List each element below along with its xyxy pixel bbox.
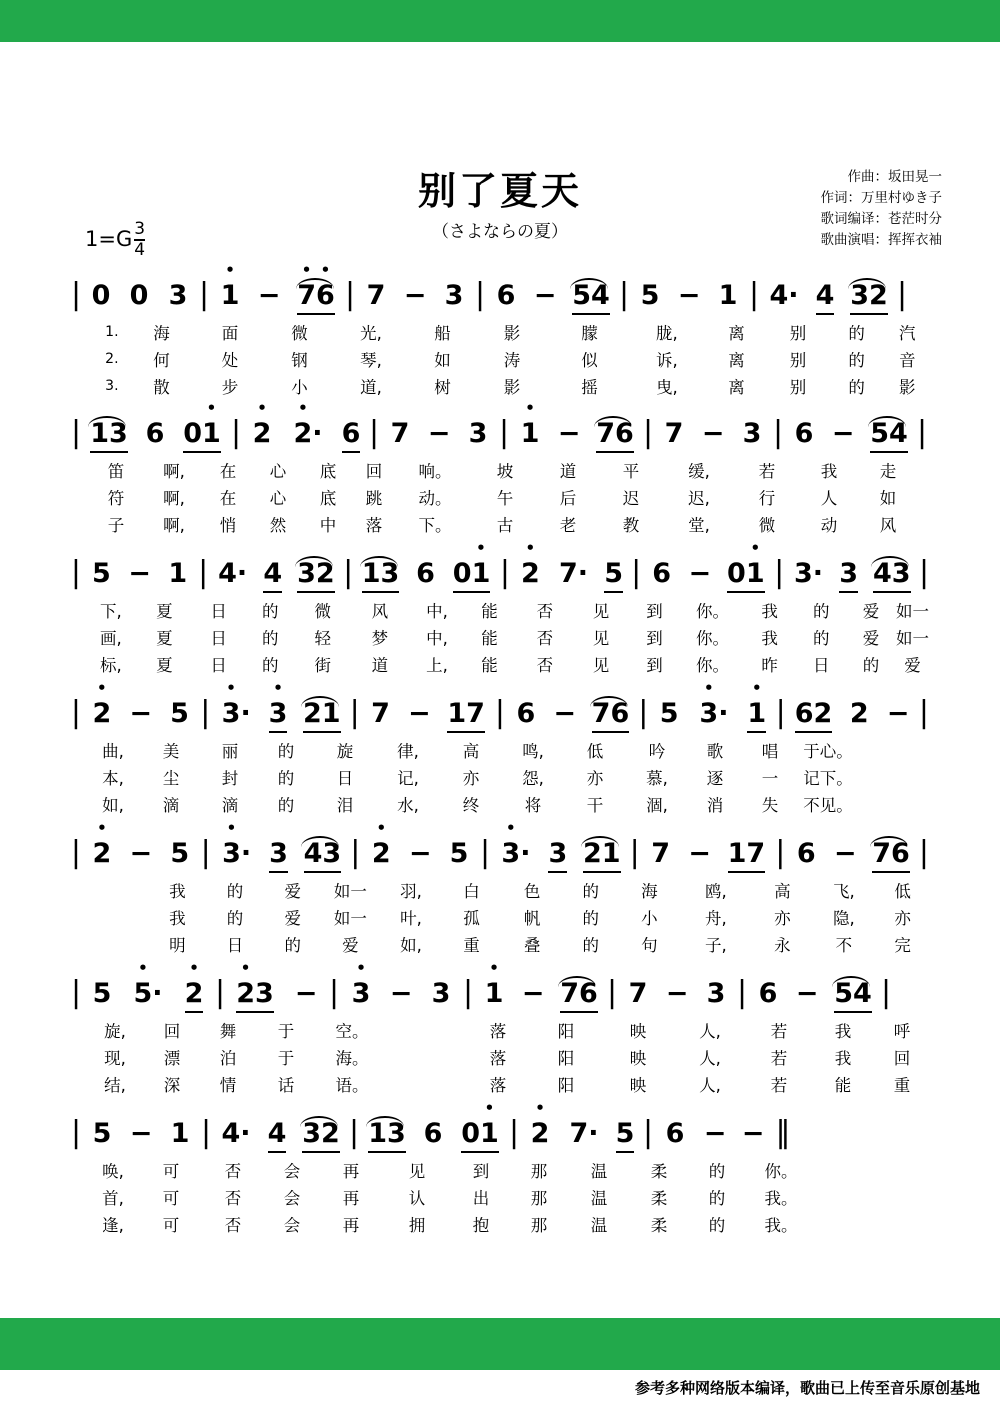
barline: | (642, 1114, 654, 1150)
barline: | (499, 554, 510, 590)
note: • 3· (491, 838, 541, 869)
note: 5 (597, 558, 630, 589)
note: 7· (558, 557, 588, 589)
note: • 2 (511, 558, 550, 589)
note: − (129, 837, 153, 869)
barline: | (200, 694, 211, 730)
lyric-row: 3. 散 步 小 道, 树 影 摇 曳, 离 别 的 影 (105, 377, 916, 397)
note: 1 (168, 557, 188, 589)
barline: | (350, 834, 361, 870)
note-row (70, 690, 930, 736)
note-row (70, 550, 930, 596)
note-group: 13 (360, 1118, 414, 1149)
barline: | (918, 834, 930, 870)
note: − (408, 697, 431, 729)
lyric-row: 旋, 回 舞 于 空。 落 阳 映 人, 若 我 呼 (104, 1021, 911, 1041)
credit-singer: 歌曲演唱：挥挥衣袖 (820, 232, 942, 248)
note: 3 (832, 558, 865, 589)
lyric-row: 首, 可 否 会 再 认 出 那 温 柔 的 我。 (102, 1188, 798, 1208)
barline: | (748, 276, 760, 312)
note: − (665, 977, 689, 1009)
note-group: 13 (354, 558, 407, 589)
note: 6 (145, 417, 165, 449)
barline: | (631, 554, 642, 590)
barline: | (70, 974, 82, 1010)
time-signature-denominator: 4 (134, 240, 146, 260)
barline: | (462, 974, 474, 1010)
key-signature: 1=G (85, 227, 133, 251)
note-group: 54 (862, 418, 916, 449)
barline: | (629, 834, 640, 870)
note: 5 (92, 1117, 112, 1149)
note-row (70, 1110, 930, 1156)
lyric-row: 我 的 爱 如一 叶, 孤 帆 的 小 舟, 亦 隐, 亦 (169, 908, 911, 928)
note: 7 (664, 417, 684, 449)
note-row (70, 410, 930, 456)
note: 3 (706, 977, 726, 1009)
lyric-row: 画, 夏 日 的 轻 梦 中, 能 否 见 到 你。 我 的 爱 如一 (100, 628, 929, 648)
music-system-7 (70, 1110, 930, 1237)
note: 5 (608, 1118, 642, 1149)
barline: | (70, 554, 81, 590)
note: − (128, 557, 151, 589)
note: − (886, 697, 910, 729)
lyric-row: 2. 何 处 钢 琴, 如 涛 似 诉, 离 别 的 音 (105, 350, 916, 370)
note: − (408, 837, 432, 869)
lyric-row: 现, 漂 泊 于 海。 落 阳 映 人, 若 我 回 (104, 1048, 911, 1068)
note: − (389, 977, 413, 1009)
note: 4 (808, 280, 842, 311)
barline: | (70, 1114, 82, 1150)
note: − (741, 1117, 765, 1149)
music-system-1 (70, 272, 930, 399)
note: − (795, 977, 819, 1009)
note: 5 (91, 557, 111, 589)
note: • 2 (242, 418, 282, 449)
lyric-row: 结, 深 情 话 语。 落 阳 映 人, 若 能 重 (104, 1075, 911, 1095)
sheet-body (0, 42, 1000, 1318)
note: − (129, 697, 152, 729)
note: 6 (334, 418, 368, 449)
note: 5 (170, 837, 190, 869)
note: • 3 (261, 698, 295, 729)
note: • 3· (689, 698, 739, 729)
barline: | (328, 974, 340, 1010)
barline: | (642, 414, 654, 450)
note: 6 (665, 1117, 685, 1149)
note: 4· (769, 279, 799, 311)
note: − (129, 1117, 153, 1149)
barline: | (618, 276, 630, 312)
lyric-row: 下, 夏 日 的 微 风 中, 能 否 见 到 你。 我 的 爱 如一 (100, 601, 929, 621)
note-group: 0• 1 (444, 558, 499, 589)
barline: | (774, 554, 785, 590)
note: 1 (170, 1117, 190, 1149)
note-group: 76 (584, 698, 638, 729)
note: • 3· (212, 838, 262, 869)
music-system-3 (70, 550, 930, 677)
barline: | (200, 1114, 212, 1150)
note: 6 (423, 1117, 443, 1149)
credit-translator: 歌词编译：苍茫时分 (820, 211, 942, 227)
note-group: 0• 1 (174, 418, 230, 449)
barline: | (200, 834, 211, 870)
bottom-green-band (0, 1318, 1000, 1370)
note: 4· (221, 1117, 251, 1149)
note-group: 32 (289, 558, 342, 589)
note-row (70, 830, 930, 876)
note: • 3 (340, 978, 382, 1009)
note: 5 (449, 837, 469, 869)
music-system-4 (70, 690, 930, 817)
lyric-row: 符 啊, 在 心 底 跳 动。 午 后 迟 迟, 行 人 如 (107, 488, 897, 508)
footnote: 参考多种网络版本编译，歌曲已上传至音乐原创基地 (634, 1379, 980, 1397)
note: − (703, 1117, 727, 1149)
note: 3 (262, 838, 296, 869)
barline: | (343, 554, 354, 590)
barline: | (775, 694, 786, 730)
note-group: • 23 (226, 978, 284, 1009)
note: • 2 (82, 838, 122, 869)
note: • 2· (282, 418, 334, 449)
lyric-row: 标, 夏 日 的 街 道 上, 能 否 见 到 你。 昨 日 的 爱 (100, 655, 921, 675)
note: 7 (390, 417, 410, 449)
note-group: 76 (552, 978, 606, 1009)
note: − (688, 837, 711, 869)
lyric-row: 逢, 可 否 会 再 拥 抱 那 温 柔 的 我。 (102, 1215, 798, 1235)
note: 6 (794, 417, 814, 449)
note: • 1 (510, 418, 550, 449)
barline: | (198, 554, 209, 590)
note: − (701, 417, 725, 449)
note-group: 32 (294, 1118, 348, 1149)
final-barline: ‖ (775, 1114, 787, 1150)
lyric-row: 1. 海 面 微 光, 船 影 朦 胧, 离 别 的 汽 (105, 323, 916, 343)
barline: | (479, 834, 491, 870)
lyric-row: 本, 尘 封 的 日 记, 亦 怨, 亦 慕, 逐 一 记下。 (102, 768, 853, 788)
barline: | (368, 414, 380, 450)
note: 6 (758, 977, 778, 1009)
note-group: 54 (826, 978, 880, 1009)
credit-lyricist: 作词：万里村ゆき子 (820, 190, 942, 206)
note-group: 43 (295, 838, 349, 869)
note: • 2 (361, 838, 401, 869)
barline: | (736, 974, 748, 1010)
note: 6 (652, 557, 671, 589)
page-title: 别了夏天 (417, 169, 582, 213)
barline: | (70, 414, 82, 450)
credits-block (821, 167, 943, 251)
note-row (70, 272, 930, 318)
note: 3 (168, 279, 188, 311)
page-subtitle: （さよならの夏） (432, 222, 568, 242)
note: 3 (431, 977, 451, 1009)
note-group: 32 (842, 280, 896, 311)
top-green-band (0, 0, 1000, 42)
note-group: 17 (718, 838, 774, 869)
barline: | (775, 834, 786, 870)
note: 5 (170, 697, 189, 729)
note: 2 (849, 697, 869, 729)
note: 7 (366, 279, 386, 311)
time-signature-numerator: 3 (134, 219, 146, 239)
note: − (294, 977, 318, 1009)
time-signature (134, 221, 145, 259)
note: − (688, 557, 712, 589)
note-group: 62 (787, 698, 841, 729)
note: 3 (468, 417, 488, 449)
note-group: 21 (295, 698, 349, 729)
note: − (553, 697, 576, 729)
note-group: 17 (438, 698, 494, 729)
note: 7 (651, 837, 670, 869)
note: • 1 (210, 280, 250, 311)
note: 6 (516, 697, 536, 729)
barline: | (498, 414, 510, 450)
note: 0 (91, 279, 111, 311)
barline: | (198, 276, 210, 312)
note: − (521, 977, 545, 1009)
note: 1 (718, 279, 738, 311)
note: 7 (371, 697, 390, 729)
note: − (833, 837, 857, 869)
note: 7 (628, 977, 648, 1009)
note: • 2 (520, 1118, 560, 1149)
barline: | (638, 694, 649, 730)
barline: | (772, 414, 784, 450)
note: 4· (218, 557, 248, 589)
note-row (70, 970, 930, 1016)
barline: | (474, 276, 486, 312)
barline: | (916, 414, 928, 450)
barline: | (896, 276, 908, 312)
music-system-6 (70, 970, 930, 1097)
note-group: 76 (864, 838, 918, 869)
barline: | (494, 694, 506, 730)
note: 3 (742, 417, 762, 449)
note: − (677, 279, 701, 311)
note: • 3· (211, 698, 261, 729)
note: 0 (129, 279, 149, 311)
lyric-row: 曲, 美 丽 的 旋 律, 高 鸣, 低 吟 歌 唱 于心。 (102, 741, 853, 761)
music-system-2 (70, 410, 930, 537)
lyric-row: 笛 啊, 在 心 底 回 响。 坡 道 平 缓, 若 我 走 (107, 461, 897, 481)
barline: | (606, 974, 618, 1010)
note: 4 (256, 558, 289, 589)
barline: | (70, 694, 82, 730)
barline: | (230, 414, 242, 450)
barline: | (344, 276, 356, 312)
barline: | (70, 276, 82, 312)
note: − (403, 279, 427, 311)
key-time-signature (85, 220, 145, 258)
note: 3 (444, 279, 464, 311)
note: • 1 (739, 698, 775, 729)
barline: | (214, 974, 226, 1010)
note: • 2 (174, 978, 214, 1009)
note: − (427, 417, 451, 449)
lyric-row: 如, 滴 滴 的 泪 水, 终 将 干 涸, 消 失 不见。 (102, 795, 853, 815)
lyric-row: 唤, 可 否 会 再 见 到 那 温 柔 的 你。 (102, 1161, 798, 1181)
note: • 5· (122, 978, 174, 1009)
note: 3· (794, 557, 824, 589)
barline: | (508, 1114, 520, 1150)
barline: | (349, 694, 360, 730)
music-system-5 (70, 830, 930, 957)
note: 5 (640, 279, 660, 311)
note: 6 (496, 279, 516, 311)
note-group: • 7• 6 (288, 280, 344, 311)
barline: | (918, 694, 930, 730)
lyric-row: 子 啊, 悄 然 中 落 下。 古 老 教 堂, 微 动 风 (107, 515, 897, 535)
note-group: 43 (865, 558, 918, 589)
lyric-row: 明 日 的 爱 如, 重 叠 的 句 子, 永 不 完 (169, 935, 911, 955)
barline: | (348, 1114, 360, 1150)
note-group: 0• 1 (452, 1118, 508, 1149)
note: 7· (569, 1117, 599, 1149)
credit-composer: 作曲：坂田晃一 (847, 169, 942, 185)
note-group: 21 (575, 838, 629, 869)
note: 4 (260, 1118, 294, 1149)
note: − (533, 279, 557, 311)
note: 3 (541, 838, 575, 869)
note: 6 (416, 557, 435, 589)
note: • 2 (82, 698, 122, 729)
note: − (557, 417, 581, 449)
note-group: 0• 1 (718, 558, 773, 589)
barline: | (880, 974, 892, 1010)
note: − (257, 279, 281, 311)
note: 6 (796, 837, 816, 869)
note: 5 (92, 977, 112, 1009)
note: − (831, 417, 855, 449)
note: • 1 (474, 978, 514, 1009)
note-group: 54 (564, 280, 618, 311)
barline: | (70, 834, 82, 870)
lyric-row: 我 的 爱 如一 羽, 白 色 的 海 鸥, 高 飞, 低 (169, 881, 911, 901)
barline: | (919, 554, 930, 590)
note: 5 (659, 697, 679, 729)
note-group: 13 (82, 418, 136, 449)
note-group: 76 (588, 418, 642, 449)
